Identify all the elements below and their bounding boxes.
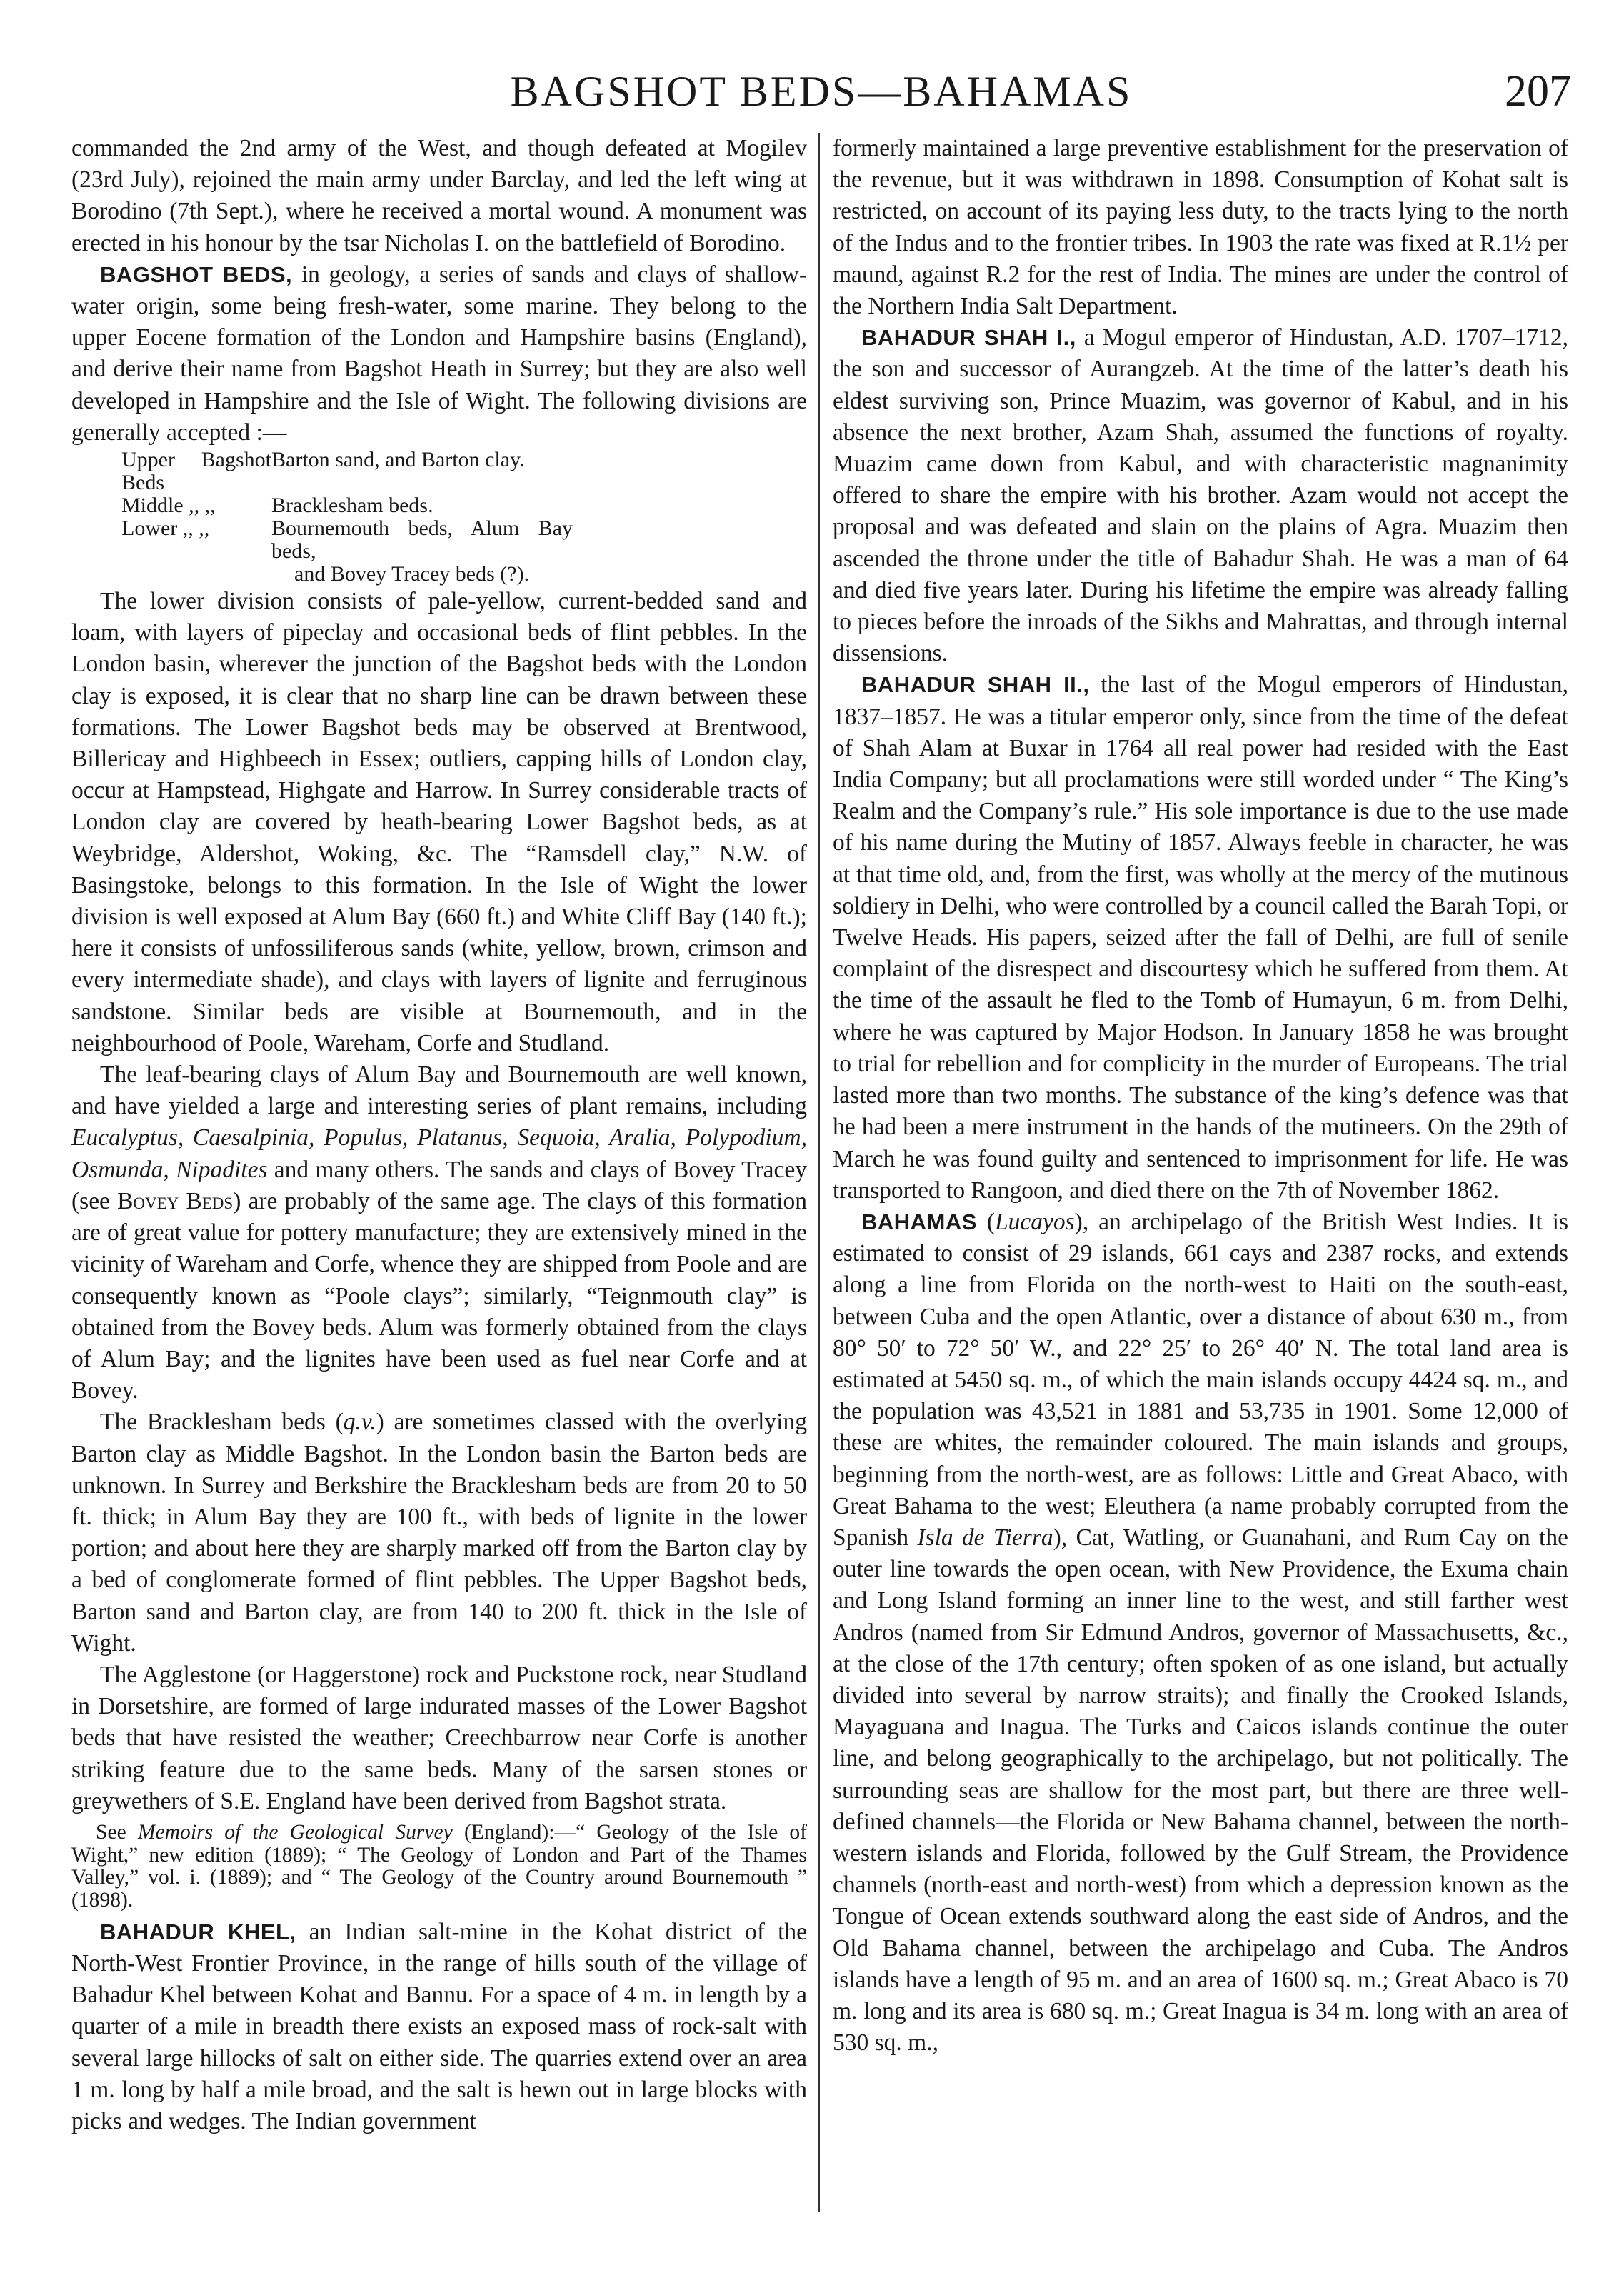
headword-bahamas: BAHAMAS — [861, 1209, 977, 1234]
divisions-table — [121, 449, 573, 586]
entry-bahadur-khel — [71, 1917, 807, 2137]
division-row — [121, 494, 573, 517]
left-column — [71, 133, 807, 2137]
bahamas-text-b: ), Cat, Watling, or Guanahani, and Rum Cay on the outer line towards the open ocean, with New Providence, the Exuma chain and Long Island forming an inner line to the west, and still farther west Andros (named from Sir Edmund Andros, governor of Massachusetts, &c., at the close of the 17th century; often spoken of as one island, but actually divided into several by narrow straits); and finally the Crooked Islands, Mayaguana and Inagua. The Turks and Caicos islands continue the outer line, and belong geographically to the archipelago, but not politically. The surrounding seas are shallow for the most part, but there are three well-defined channels—the Florida or New Bahama channel, between the north-western islands and Florida, followed by the Gulf Stream, the Providence channels (north-east and north-west) from which a depression known as the Tongue of Ocean extends southward along the east side of Andros, and the Old Bahama channel, between the archipelago and Cuba. The Andros islands have a length of 95 m. and an area of 1600 sq. m.; Great Abaco is 70 m. long and its area is 680 sq. m.; Great Inagua is 34 m. long with an area of 530 sq. m., — [833, 1524, 1568, 2057]
cross-reference-bovey-beds: Bovey Beds — [117, 1187, 234, 1214]
refs-memoirs-title: Memoirs of the Geological Survey — [137, 1820, 453, 1844]
headword-bahadur-shah-ii: BAHADUR SHAH II., — [861, 672, 1090, 698]
division-row-continued — [121, 563, 573, 586]
bagshot-p4-text-a: The Bracklesham beds ( — [100, 1409, 344, 1436]
right-column — [833, 133, 1568, 2059]
bahamas-alt-name: Lucayos — [995, 1208, 1075, 1235]
division-row — [121, 517, 573, 563]
bahadur-khel-text: an Indian salt-mine in the Kohat district of the North-West Frontier Province, in the range of hills south of the village of Bahadur Khel between Kohat and Bannu. For a space of 4 m. in length by a quarter of a mile in breadth there exists an exposed mass of rock-salt with several large hillocks of salt on either side. The quarries extend over an area 1 m. long by half a mile broad, and the salt is hewn out in large blocks with picks and wedges. The Indian government — [71, 1918, 807, 2134]
division-beds: Bournemouth beds, Alum Bay beds, — [271, 516, 573, 564]
page-header — [71, 56, 1571, 127]
bagshot-paragraph-5: The Agglestone (or Haggerstone) rock and Puckstone rock, near Studland in Dorsetshire, are formed of large indurated masses of the Lower Bagshot beds that have resisted the weather; Creechbarrow near Corfe is another striking feature due to the same beds. Many of the sarsen stones or greywethers of S.E. England have been derived from Bagshot strata. — [71, 1661, 807, 1814]
headword-bahadur-khel: BAHADUR KHEL, — [100, 1919, 296, 1944]
page-number: 207 — [1505, 67, 1571, 116]
column-rule — [818, 133, 820, 2212]
bagshot-paragraph-3 — [71, 1059, 807, 1407]
bagshot-p4-text-b: ) are sometimes classed with the overlying Barton clay as Middle Bagshot. In the London basin the Barton beds are unknown. In Surrey and Berkshire the Bracklesham beds are from 20 to 50 ft. thick; in Alum Bay they are 100 ft., with beds of lignite in the lower portion; and about here they are sharply marked off from the Barton clay by a bed of conglomerate formed of flint pebbles. The Upper Bagshot beds, Barton sand and Barton clay, are from 140 to 200 ft. thick in the Isle of Wight. — [71, 1409, 807, 1657]
headword-bahadur-shah-i: BAHADUR SHAH I., — [861, 325, 1076, 351]
division-name: Upper Bagshot Beds — [121, 448, 271, 495]
isla-de-tierra: Isla de Tierra — [917, 1524, 1053, 1551]
bagshot-paragraph-4 — [71, 1407, 807, 1659]
refs-text-a: See — [96, 1820, 138, 1844]
running-title: BAGSHOT BEDS—BAHAMAS — [510, 68, 1133, 115]
entry-bahadur-shah-i — [833, 322, 1568, 669]
division-name: Middle ,, ,, — [121, 494, 216, 518]
qv-reference: q.v. — [343, 1409, 376, 1436]
division-beds-continued: and Bovey Tracey beds (?). — [294, 562, 530, 586]
division-name: Lower ,, ,, — [121, 516, 210, 541]
bahadur-shah-i-text: a Mogul emperor of Hindustan, A.D. 1707–1712, the son and successor of Aurangzeb. At the time of the latter’s death his eldest surviving son, Prince Muazim, was governor of Kabul, and in his absence the next brother, Azam Shah, assumed the functions of royalty. Muazim came down from Kabul, and with characteristic magnanimity offered to share the empire with his brother. Azam would not accept the proposal and was defeated and slain on the plains of Agra. Muazim then ascended the throne under the title of Bahadur Shah. He was a man of 64 and died five years later. During his lifetime the empire was already falling to pieces before the inroads of the Sikhs and Mahrattas, and through internal dissensions. — [833, 324, 1568, 667]
bahadur-shah-ii-text: the last of the Mogul emperors of Hindustan, 1837–1857. He was a titular emperor only, since from the time of the defeat of Shah Alam at Buxar in 1764 all real power had resided with the East India Company; but all proclamations were still worded under “ The King’s Realm and the Company’s rule.” His sole importance is due to the use made of his name during the Mutiny of 1857. Always feeble in character, he was at that time old, and, from the first, was wholly at the mercy of the mutinous soldiery in Delhi, who were controlled by a council called the Barah Topi, or Twelve Heads. His papers, seized after the fall of Delhi, are full of senile complaint of the disrespect and discourtesy which he suffered from them. At the time of the assault he fled to the Tomb of Humayun, 6 m. from Delhi, where he was captured by Major Hodson. In January 1858 he was brought to trial for rebellion and for complicity in the murder of Europeans. The trial lasted more than two months. The substance of the king’s defence was that he had been a mere instrument in the hands of the mutineers. On the 29th of March he was found guilty and sentenced to imprisonment for life. He was transported to Rangoon, and died there on the 7th of November 1862. — [833, 671, 1568, 1204]
bagshot-p3-text-b: and many others. The sands and clays of Bovey Tracey (see — [71, 1156, 807, 1214]
bagshot-p3-text-c: ) are probably of the same age. The clays of this formation are of great value for pottery manufacture; they are extensively mined in the vicinity of Wareham and Corfe, whence they are shipped from Poole and are consequently known as “Poole clays”; similarly, “Teignmouth clay” is obtained from the Bovey beds. Alum was formerly obtained from the clays of Alum Bay; and the lignites have been used as fuel near Corfe and at Bovey. — [71, 1187, 807, 1404]
division-row — [121, 449, 573, 494]
headword-bagshot-beds: BAGSHOT BEDS, — [100, 261, 293, 287]
paragraph-intro: commanded the 2nd army of the West, and though defeated at Mogilev (23rd July), rejoined the main army under Barclay, and led the left wing at Borodino (7th Sept.), where he received a mortal wound. A monument was erected in his honour by the tsar Nicholas I. on the battlefield of Borodino. — [71, 135, 807, 256]
entry-bagshot-beds — [71, 259, 807, 449]
plant-genera: Eucalyptus, Caesalpinia, Populus, Platanus, Sequoia, Aralia, Polypodium, Osmunda, Nipadites — [71, 1124, 807, 1183]
refs-text-b: (England):—“ Geology of the Isle of Wight,” new edition (1889); “ The Geology of London and Part of the Thames Valley,” vol. i. (1889); and “ The Geology of the Country around Bournemouth ” (1898). — [71, 1820, 807, 1912]
division-beds: Barton sand, and Barton clay. — [271, 448, 525, 472]
bahamas-text-a: ), an archipelago of the British West Indies. It is estimated to consist of 29 islands, 661 cays and 2387 rocks, and extends along a line from Florida on the north-west to Haiti on the south-east, between Cuba and the open Atlantic, over a distance of about 630 m., from 80° 50′ to 72° 50′ W., and 22° 25′ to 26° 40′ N. The total land area is estimated at 5450 sq. m., of which the main islands occupy 4424 sq. m., and the population was 43,521 in 1881 and 53,735 in 1901. Some 12,000 of these are whites, the remainder coloured. The main islands and groups, beginning from the north-west, are as follows: Little and Great Abaco, with Great Bahama to the west; Eleuthera (a name probably corrupted from the Spanish — [833, 1208, 1568, 1551]
division-beds: Bracklesham beds. — [271, 494, 433, 518]
entry-bahadur-shah-ii — [833, 669, 1568, 1206]
bagshot-paragraph-2: The lower division consists of pale-yellow, current-bedded sand and loam, with layers of pipeclay and occasional beds of flint pebbles. In the London basin, wherever the junction of the Bagshot beds with the London clay is exposed, it is clear that no sharp line can be drawn between these formations. The Lower Bagshot beds may be observed at Brentwood, Billericay and Highbeech in Essex; outliers, capping hills of London clay, occur at Hampstead, Highgate and Harrow. In Surrey considerable tracts of London clay are covered by heath-bearing Lower Bagshot beds, as at Weybridge, Aldershot, Woking, &c. The “Ramsdell clay,” N.W. of Basingstoke, belongs to this formation. In the Isle of Wight the lower division is well exposed at Alum Bay (660 ft.) and White Cliff Bay (140 ft.); here it consists of unfossiliferous sands (white, yellow, brown, crimson and every intermediate shade), and clays with layers of lignite and ferruginous sandstone. Similar beds are visible at Bournemouth, and in the neighbourhood of Poole, Wareham, Corfe and Studland. — [71, 588, 807, 1056]
bahadur-khel-continued: formerly maintained a large preventive establishment for the preservation of the revenue, but it was withdrawn in 1898. Consumption of Kohat salt is restricted, on account of its paying less duty, to the tracts lying to the north of the Indus and to the frontier tribes. In 1903 the rate was fixed at R.1½ per maund, against R.2 for the rest of India. The mines are under the control of the Northern India Salt Department. — [833, 135, 1568, 320]
bahamas-alt-open: ( — [976, 1208, 996, 1235]
bibliography-references — [71, 1822, 807, 1912]
bagshot-text-1: in geology, a series of sands and clays of shallow-water origin, some being fresh-water, some marine. They belong to the upper Eocene formation of the London and Hampshire basins (England), and derive their name from Bagshot Heath in Surrey; but they are also well developed in Hampshire and the Isle of Wight. The following divisions are generally accepted :— — [71, 261, 807, 446]
bagshot-p3-text-a: The leaf-bearing clays of Alum Bay and Bournemouth are well known, and have yielded a large and interesting series of plant remains, including — [71, 1061, 807, 1120]
entry-bahamas — [833, 1207, 1568, 2059]
